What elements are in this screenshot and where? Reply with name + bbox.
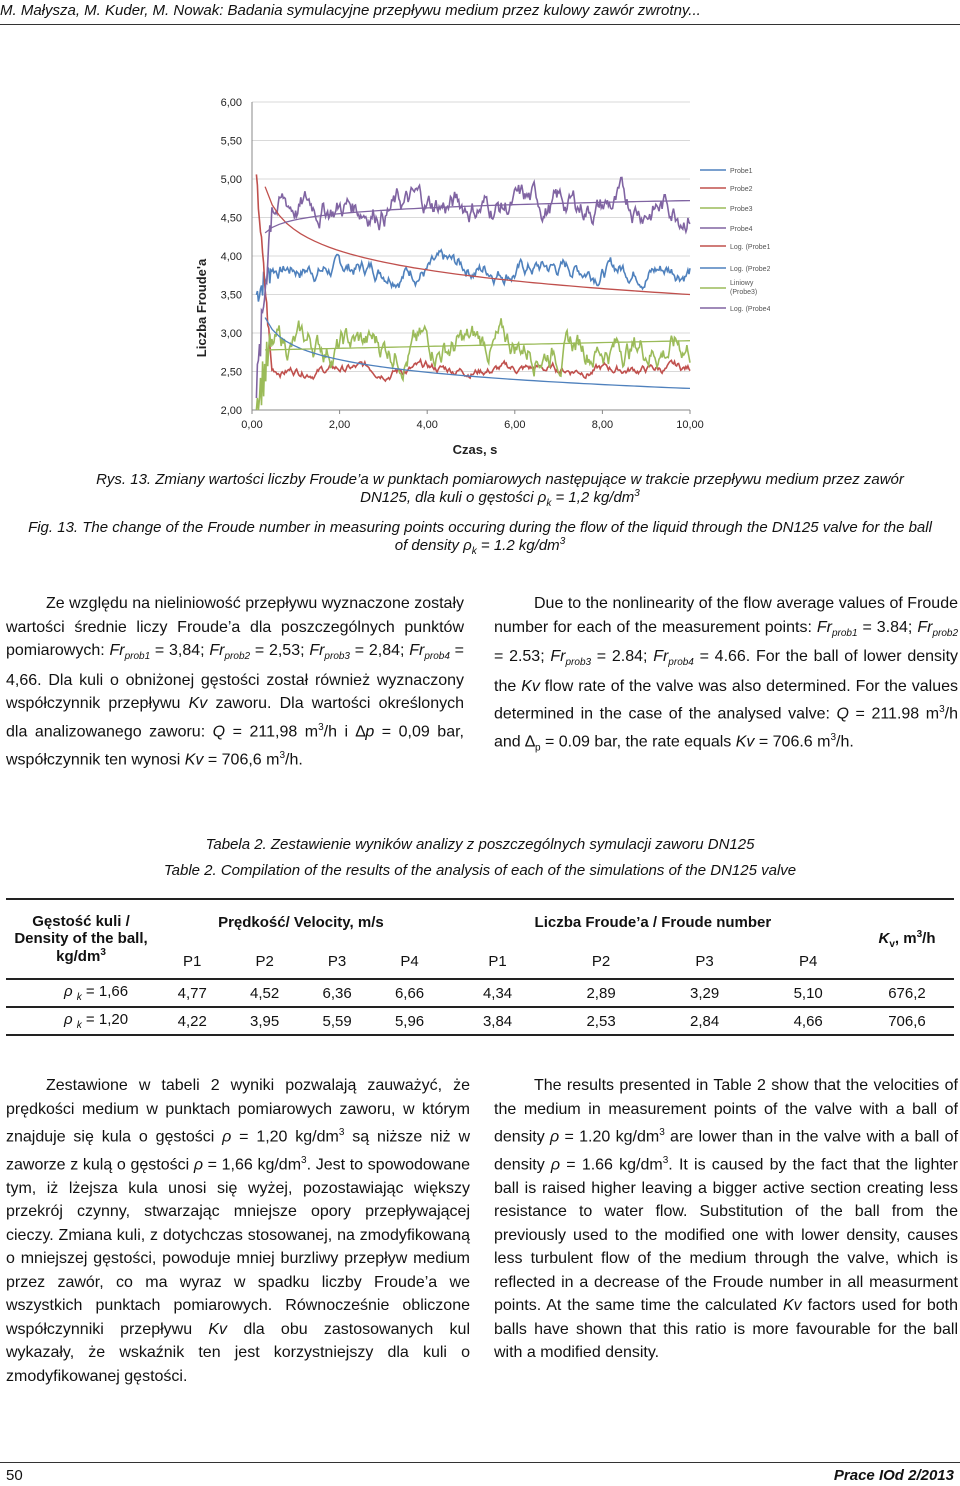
col-froude-header: Liczba Froude’a / Froude number <box>446 899 860 945</box>
col-kv-header: $K_v$, $m^3/h$ <box>860 899 954 979</box>
table-cell: 5,96 <box>373 1007 445 1035</box>
density-cell: ρ $_k$ = 1,66 <box>6 979 156 1007</box>
point-header: P1 <box>488 953 507 970</box>
figure-caption-pl: Rys. 13. Zmiany wartości liczby Froude’a w punktach pomiarowych następujące w trakcie przepływu medium przez zawór DN125, dla kuli o gęstości $\rho_k = 1,2$ $kg/dm^3$ <box>96 471 904 509</box>
paragraph-pl-2: Zestawione w tabeli 2 wyniki pozwalają zauważyć, że prędkości medium w punktach pomiarowych zaworu, w którym znajduje się kula o gęstości ρ = 1,20 $kg/dm^3$ są niższe niż w zaworze z kulą o gęstości ρ = 1,66 $kg/dm^3$. Jest to spowodowane tym, iż lżejsza kula unosi się wyżej, pozostawiając większy przekrój czynny, stwarzając mniejsze opory przepływającej cieczy. Zmiana kuli, z dotychczas stosowanej, na zmodyfikowaną o mniejszej gęstości, powoduje mniej burzliwy przepływ medium przez zawór, co ma wyraz w spadku liczby Froude’a we wszystkich punktach pomiarowych. Równocześnie obliczone współczynniki przepływu Kv dla obu zastosowanych kul wykazały, że wskaźnik ten jest korzystniejszy dla kuli o zmodyfikowanej gęstości. <box>6 1077 471 1385</box>
x-tick-label: 6,00 <box>504 419 526 431</box>
density-cell: ρ $_k$ = 1,20 <box>6 1007 156 1035</box>
col-density-header: Gęstość kuli / Density of the ball, $kg/dm^3$ <box>6 899 156 979</box>
table-cell: 676,2 <box>860 979 954 1007</box>
x-tick-label: 0,00 <box>241 419 263 431</box>
legend-label: Probe2 <box>730 186 753 193</box>
x-tick-label: 2,00 <box>328 419 351 431</box>
page-number: 50 <box>6 1467 23 1484</box>
point-header: P4 <box>799 953 818 970</box>
y-tick-label: 2,50 <box>220 366 242 379</box>
table-cell: 6,66 <box>373 979 445 1007</box>
y-tick-label: 5,50 <box>220 135 242 148</box>
y-tick-label: 3,00 <box>220 328 242 340</box>
table-cell: 4,66 <box>756 1007 860 1035</box>
point-header: P4 <box>400 953 419 970</box>
legend-label: Probe4 <box>730 226 753 233</box>
table-caption-pl: Tabela 2. Zestawienie wyników analizy z poszczególnych symulacji zaworu DN125 <box>205 836 755 853</box>
paragraph-pl-1: Ze względu na nieliniowość przepływu wyznaczone zostały wartości średnie liczy Froude’a dla poszczególnych punktów pomiarowych: $Fr_{prob1} = 3,84$; $Fr_{prob2} = 2,53$; $Fr_{prob3} = 2,84$; $Fr_{prob4} = 4,66$. Dla kuli o obniżonej gęstości został również wyznaczony współczynnik przepływu Kv zaworu. Dla wartości określonych dla analizowanego zaworu: Q = 211,98 $m^3/h$ i ∆p = 0,09 bar, współczynnik ten wynosi Kv = 706,6 $m^3/h$. <box>6 595 465 768</box>
y-tick-label: 4,50 <box>220 212 242 225</box>
y-tick-label: 6,00 <box>220 97 242 109</box>
point-header: P2 <box>591 953 611 970</box>
col-velocity-header: Prędkość/ Velocity, m/s <box>156 899 446 945</box>
y-tick-label: 5,00 <box>220 174 242 186</box>
paragraph-en-2: The results presented in Table 2 show that the velocities of the medium in measurement points of the valve with a ball of density ρ = 1.20 $kg/dm^3$ are lower than in the valve with a ball of density ρ = 1.66 $kg/dm^3$. It is caused by the fact that the lighter ball is raised higher leaving a bigger active section creating less resistance to water flow. Substitution of the ball from the previously used to the modified one with lower density, causes less turbulent flow of the medium through the valve, which is reflected in a decrease of the Froude number in all measurment points. At the same time the calculated Kv factors used for both balls have shown that this ratio is more favourable for the ball with a modified density. <box>494 1077 959 1362</box>
table-cell: 4,22 <box>156 1007 228 1035</box>
x-axis-label: Czas, s <box>452 442 498 457</box>
legend-label: Log. (Probe2) <box>730 266 770 273</box>
table-cell: 2,53 <box>549 1007 653 1035</box>
journal-name: Prace IOd 2/2013 <box>833 1467 954 1484</box>
table-row <box>6 1007 954 1035</box>
header-rule <box>0 24 960 25</box>
point-header: P3 <box>695 953 714 970</box>
paragraph-en-1: Due to the nonlinearity of the flow average values of Froude number for each of the measurement points: $Fr_{prob1} = 3.84$; $Fr_{prob2} = 2.53$; $Fr_{prob3} = 2.84$; $Fr_{prob4} = 4.66$. For the ball of lower density the Kv flow rate of the valve was also determined. For the values determined in the case of the analysed valve: Q = 211.98 $m^3/h$ and $\Delta_p = 0.09$ bar, the rate equals Kv = 706.6 $m^3/h$. <box>494 595 959 754</box>
table-cell: 4,34 <box>446 979 550 1007</box>
running-header: M. Małysza, M. Kuder, M. Nowak: Badania symulacyjne przepływu medium przez kulowy zawór zwrotny... <box>0 2 701 19</box>
point-header: P3 <box>327 953 347 970</box>
series-line-probe4 <box>256 178 690 399</box>
table-cell: 3,29 <box>653 979 757 1007</box>
table-cell: 2,89 <box>549 979 653 1007</box>
table-cell: 6,36 <box>301 979 373 1007</box>
y-tick-label: 3,50 <box>220 289 242 302</box>
y-tick-label: 4,00 <box>220 251 242 263</box>
results-table <box>6 898 954 1036</box>
froude-chart <box>190 88 770 468</box>
x-tick-label: 10,00 <box>676 419 704 431</box>
legend-label: Probe1 <box>730 168 753 175</box>
figure-caption-en: Fig. 13. The change of the Froude number in measuring points occuring during the flow of the liquid through the DN125 valve for the ball of density $\rho_k = 1.2$ $kg/dm^3$ <box>28 519 932 557</box>
table-cell: 5,10 <box>756 979 860 1007</box>
table-cell: 3,95 <box>228 1007 300 1035</box>
footer-rule <box>0 1462 960 1463</box>
series-line-probe3 <box>256 318 690 410</box>
table-caption-en: Table 2. Compilation of the results of the analysis of each of the simulations of the DN125 valve <box>163 862 797 879</box>
froude-chart-svg <box>190 88 770 468</box>
x-tick-label: 4,00 <box>416 419 438 431</box>
legend-label: (Probe3) <box>730 289 758 296</box>
legend-label: Log. (Probe4) <box>730 306 770 313</box>
table-cell: 5,59 <box>301 1007 373 1035</box>
table-row <box>6 979 954 1007</box>
legend-label: Liniowy <box>730 280 754 287</box>
legend-label: Log. (Probe1) <box>730 244 770 251</box>
x-tick-label: 8,00 <box>591 419 614 431</box>
table-cell: 706,6 <box>860 1007 954 1035</box>
table-cell: 2,84 <box>653 1007 757 1035</box>
y-axis-label: Liczba Froude'a <box>194 258 209 358</box>
y-tick-label: 2,00 <box>220 405 242 417</box>
table-cell: 4,52 <box>228 979 300 1007</box>
table-cell: 4,77 <box>156 979 228 1007</box>
point-header: P1 <box>183 953 202 970</box>
table-cell: 3,84 <box>446 1007 550 1035</box>
legend-label: Probe3 <box>730 206 753 213</box>
point-header: P2 <box>255 953 274 970</box>
